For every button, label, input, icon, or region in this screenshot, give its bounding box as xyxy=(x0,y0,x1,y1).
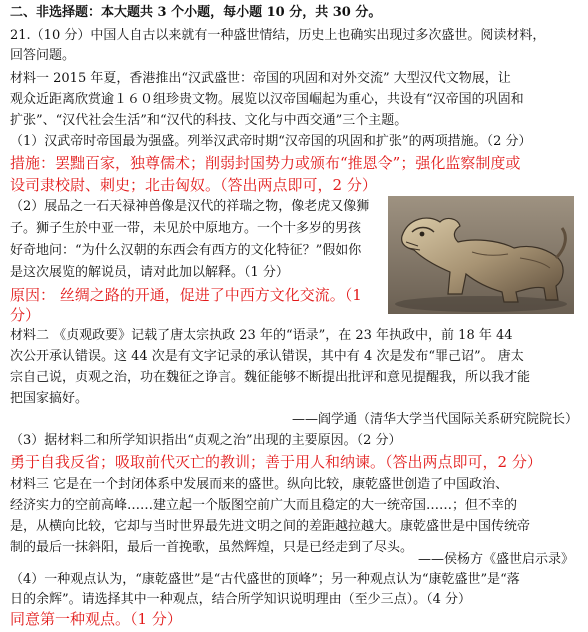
material-two-line: 次公开承认错误。这 44 次是有文字记录的承认错误，其中有 4 次是发布“罪己诏”。 唐太 xyxy=(10,349,524,364)
material-two-line: 材料二 《贞观政要》记载了唐太宗执政 23 年的“语录”，在 23 年执政中，前 18 年 44 xyxy=(10,328,513,343)
sub-question-3: （3）据材料二和所学知识指出“贞观之治”出现的主要原因。（2 分） xyxy=(10,433,402,448)
section-heading: 二、非选择题：本大题共 3 个小题，每小题 10 分，共 30 分。 xyxy=(10,5,382,20)
material-two-line: 宗自己说，贞观之治，功在魏征之诤言。魏征能够不断提出批评和意见提醒我，所以我才能 xyxy=(10,370,531,385)
question-21-intro: 21.（10 分）中国人自古以来就有一种盛世情结，历史上也确实出现过多次盛世。阅读材料， xyxy=(10,28,546,43)
material-three-line: 材料三 它是在一个封闭体系中发展而来的盛世。纵向比较，康乾盛世创造了中国政治、 xyxy=(10,477,509,492)
material-one-line: 观众近距离欣赏逾１６０组珍贵文物。展览以汉帝国崛起为重心，共设有“汉帝国的巩固和 xyxy=(10,92,524,107)
sub-question-4-line: （4）一种观点认为，“康乾盛世”是“古代盛世的顶峰”；另一种观点认为“康乾盛世”是“落 xyxy=(10,572,520,587)
question-21-intro-cont: 回答问题。 xyxy=(10,48,76,63)
material-three-line: 是，从横向比较，它却与当时世界最先进文明之间的差距越拉越大。康乾盛世是中国传统帝 xyxy=(10,519,531,534)
material-three-line: 制的最后一抹斜阳，最后一首挽歌，虽然辉煌，只是已经走到了尽头。 xyxy=(10,540,414,555)
answer-2-line: 分） xyxy=(10,306,41,324)
sub-question-1: （1）汉武帝时帝国最为强盛。列举汉武帝时期“汉帝国的巩固和扩张”的两项措施。（2 分） xyxy=(10,134,532,149)
material-one-line: 扩张”、“汉代社会生活”和“汉代的科技、文化与中西交通”三个主题。 xyxy=(10,113,408,128)
material-one-line: 材料一 2015 年夏，香港推出“汉武盛世：帝国的巩固和对外交流” 大型汉代文物展，让 xyxy=(10,71,511,86)
answer-1-line: 设司隶校尉、刺史；北击匈奴。（答出两点即可，2 分） xyxy=(10,176,377,194)
answer-1-line: 措施：罢黜百家，独尊儒术；削弱封国势力或颁布“推恩令”；强化监察制度或 xyxy=(10,154,521,172)
material-three-line: 经济实力的空前高峰……建立起一个版图空前广大而且稳定的大一统帝国……；但不幸的 xyxy=(10,498,518,513)
stone-beast-image xyxy=(388,196,574,314)
answer-4: 同意第一种观点。（1 分） xyxy=(10,610,182,628)
material-three-source: ——侯杨方《盛世启示录》 xyxy=(417,552,574,567)
sub-question-4-line: 日的余辉”。请选择其中一种观点，结合所学知识说明理由（至少三点）。（4 分） xyxy=(10,592,472,607)
material-two-source: ——阎学通（清华大学当代国际关系研究院院长） xyxy=(291,412,578,427)
material-two-line: 把国家搞好。 xyxy=(10,391,89,406)
sub-question-2-line: 是这次展览的解说员，请对此加以解释。（1 分） xyxy=(10,265,289,280)
answer-3: 勇于自我反省；吸取前代灭亡的教训；善于用人和纳谏。（答出两点即可，2 分） xyxy=(10,453,542,471)
sub-question-2-line: （2）展品之一石天禄神兽像是汉代的祥瑞之物，像老虎又像狮 xyxy=(10,199,370,214)
sub-question-2-line: 好奇地问：“为什么汉朝的东西会有西方的文化特征？”假如你 xyxy=(10,243,362,258)
sub-question-2-line: 子。狮子生於中亚一带，未见於中原地方。一个十多岁的男孩 xyxy=(10,221,362,236)
answer-2-line: 原因： 丝绸之路的开通，促进了中西方文化交流。（1 xyxy=(10,286,362,304)
